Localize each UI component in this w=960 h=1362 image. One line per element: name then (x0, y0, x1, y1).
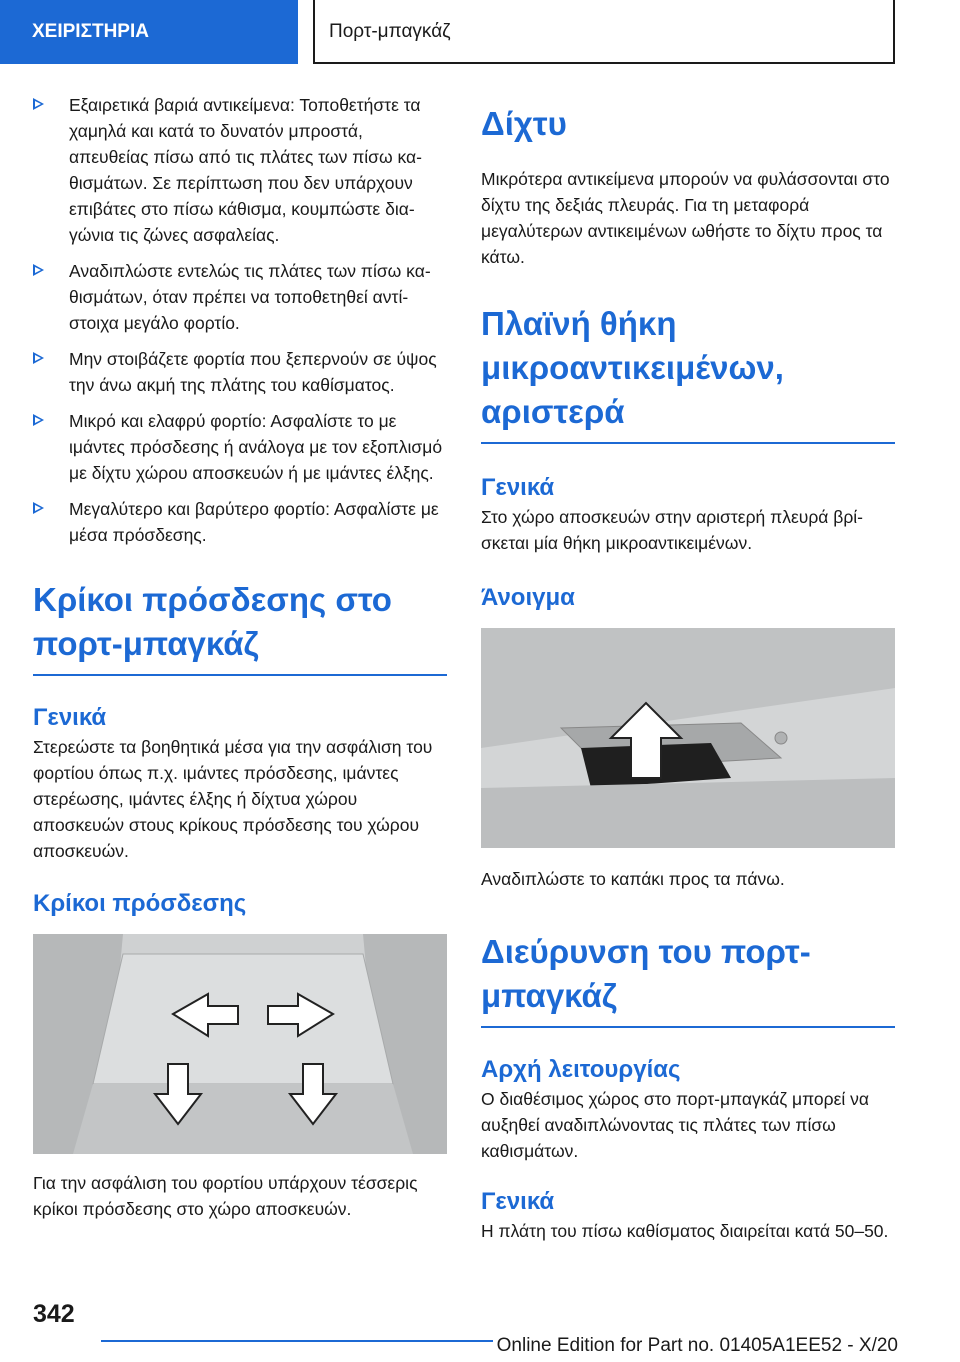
bullet-triangle-icon (33, 502, 44, 514)
bullet-triangle-icon (33, 98, 44, 110)
side-case-image (481, 628, 895, 848)
list-item: Μην στοιβάζετε φορτία που ξεπερνούν σε ύψος την άνω ακμή της πλάτης του καθίσματος. (33, 346, 447, 398)
heading-general: Γενικά (33, 704, 107, 731)
net-text: Μικρότερα αντικείμενα μπορούν να φυλάσσονται στο δίχτυ της δεξιάς πλευράς. Για τη μεταφορά μεγαλύτερων αντικειμένων ωθήστε το δίχτυ προς τα κάτω. (481, 169, 890, 267)
trunk-rings-image (33, 934, 447, 1154)
list-item: Εξαιρετικά βαριά αντικείμενα: Τοποθετήστε τα χαμηλά και κατά το δυνατόν μπροστά, απευθείας πίσω από τις πλάτες των πίσω καθισμάτων. Σε περίπτωση που δεν υπάρχουν επιβάτες στο πίσω κάθισμα, κουμπώστε διαγώνια τις ζώνες ασφαλείας. (33, 92, 447, 248)
list-item: Μεγαλύτερο και βαρύτερο φορτίο: Ασφαλίστε με μέσα πρόσδεσης. (33, 496, 447, 548)
open-caption: Αναδιπλώστε το καπάκι προς τα πάνω. (481, 869, 785, 889)
trunk-illustration (33, 934, 447, 1154)
list-item: Αναδιπλώστε εντελώς τις πλάτες των πίσω καθισμάτων, όταν πρέπει να τοποθετηθεί αντίστοιχα μεγάλο φορτίο. (33, 258, 447, 336)
heading-general: Γενικά (481, 474, 555, 501)
heading-net: Δίχτυ (481, 105, 567, 142)
heading-tie-down-rings: Κρίκοι πρόσδεσης στο πορτ-μπαγκάζ (33, 578, 447, 676)
heading-principle: Αρχή λειτουργίας (481, 1056, 681, 1083)
rings-caption: Για την ασφάλιση του φορτίου υπάρχουν τέσσερις κρίκοι πρόσδεσης στο χώρο αποσκευών. (33, 1173, 418, 1219)
heading-expand-trunk: Διεύρυνση του πορτ-μπαγκάζ (481, 930, 895, 1028)
edition-text: Online Edition for Part no. 01405A1EE52 - X/20 (493, 1335, 902, 1357)
heading-general-2: Γενικά (481, 1188, 555, 1215)
page-number: 342 (33, 1300, 75, 1328)
heading-rings: Κρίκοι πρόσδεσης (33, 890, 247, 917)
general2-text: Η πλάτη του πίσω καθίσματος διαιρείται κατά 50–50. (481, 1221, 889, 1241)
heading-opening: Άνοιγμα (481, 584, 575, 611)
bullet-triangle-icon (33, 264, 44, 276)
heading-side-case: Πλαϊνή θήκη μικροαντικειμένων, αριστερά (481, 302, 895, 444)
right-column (481, 92, 895, 1244)
case-text: Στο χώρο αποσκευών στην αριστερή πλευρά βρίσκεται μία θήκη μικροαντικειμένων. (481, 507, 863, 553)
bullet-triangle-icon (33, 352, 44, 364)
page-title: Πορτ-μπαγκάζ (313, 0, 895, 64)
bullet-triangle-icon (33, 414, 44, 426)
left-column (33, 92, 447, 1222)
side-case-illustration (481, 628, 895, 848)
general-text: Στερεώστε τα βοηθητικά μέσα για την ασφάλιση του φορτίου όπως π.χ. ιμάντες πρόσδεσης, ιμάντες στερέωσης, ιμάντες έλξης ή δίχτυα χώρου αποσκευών στους κρίκους πρόσδεσης του χώρου αποσκευών. (33, 737, 433, 861)
section-tab: ΧΕΙΡΙΣΤΗΡΙΑ (0, 0, 298, 64)
list-item: Μικρό και ελαφρύ φορτίο: Ασφαλίστε το με ιμάντες πρόσδεσης ή ανάλογα με τον εξοπλισμό με δίχτυ χώρου αποσκευών ή με ιμάντες έλξης. (33, 408, 447, 486)
principle-text: Ο διαθέσιμος χώρος στο πορτ-μπαγκάζ μπορεί να αυξηθεί αναδιπλώνοντας τις πλάτες των πίσω καθισμάτων. (481, 1089, 870, 1161)
